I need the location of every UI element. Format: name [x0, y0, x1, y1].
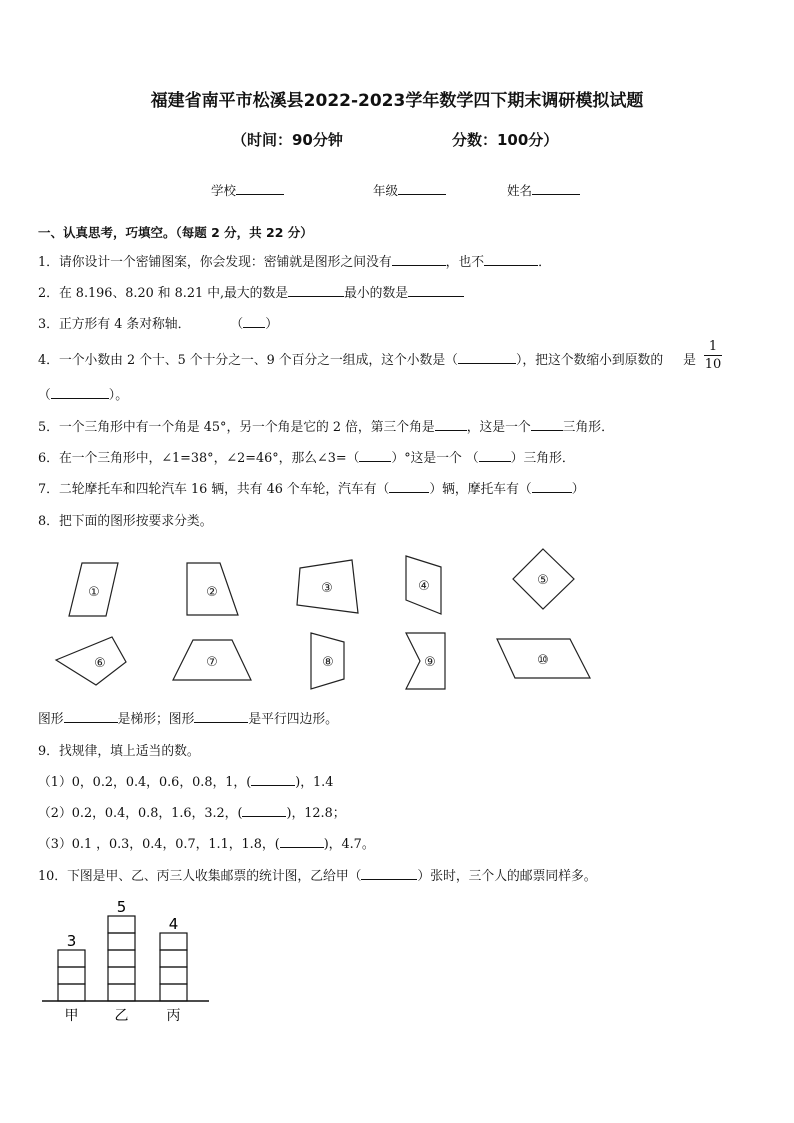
time-label: （时间：90分钟	[232, 131, 343, 149]
question-9-1: （1）0，0.2，0.4，0.6，0.8，1，( )，1.4	[38, 775, 334, 790]
question-4: 4．一个小数由 2 个十、5 个十分之一、9 个百分之一组成，这个小数是（ ），把这个数缩小到原数的 是	[38, 353, 696, 368]
question-6: 6．在一个三角形中，∠1=38°，∠2=46°，那么∠3=（ ）°这是一个 （ ）三角形．	[38, 451, 575, 466]
bar-value-label: 4	[168, 915, 179, 933]
answer-blank[interactable]	[194, 710, 248, 723]
shape-6-kite	[56, 637, 126, 685]
bar-unit-乙	[108, 984, 135, 1001]
shape-label: ⑥	[94, 656, 106, 671]
bar-unit-甲	[58, 984, 85, 1001]
question-1: 1．请你设计一个密铺图案，你会发现：密铺就是图形之间没有 ，也不 ．	[38, 255, 551, 270]
stamp-bar-chart	[42, 898, 209, 1024]
shape-label: ②	[206, 585, 218, 600]
shape-label: ⑤	[537, 573, 549, 588]
bar-unit-丙	[160, 984, 187, 1001]
shape-label: ⑧	[322, 655, 334, 670]
shape-label: ①	[88, 585, 100, 600]
bar-unit-丙	[160, 933, 187, 950]
section-heading: 一、认真思考，巧填空。（每题 2 分，共 22 分）	[38, 225, 313, 240]
shape-label: ④	[418, 579, 430, 594]
category-label: 乙	[114, 1008, 129, 1024]
grade-label: 年级	[373, 183, 399, 198]
name-label: 姓名	[507, 183, 533, 198]
shape-label: ⑨	[424, 655, 436, 670]
bar-value-label: 3	[66, 932, 77, 950]
fraction-numerator: 1	[708, 339, 718, 354]
answer-blank[interactable]	[251, 773, 295, 786]
bar-unit-丙	[160, 950, 187, 967]
answer-blank[interactable]	[64, 710, 118, 723]
bar-unit-甲	[58, 967, 85, 984]
question-9-3: （3）0.1 ，0.3，0.4，0.7，1.1，1.8，( )，4.7。	[38, 837, 375, 852]
question-9: 9．找规律，填上适当的数。	[38, 744, 200, 759]
shape-label: ⑦	[206, 655, 218, 670]
bar-unit-丙	[160, 967, 187, 984]
bar-unit-乙	[108, 967, 135, 984]
question-4-cont: （ ）。	[38, 388, 128, 403]
bar-value-label: 5	[116, 898, 127, 916]
question-8-answer: 图形 是梯形；图形 是平行四边形。	[38, 712, 338, 727]
bar-unit-甲	[58, 950, 85, 967]
question-3: 3．正方形有 4 条对称轴． （ ）	[38, 317, 278, 332]
answer-blank[interactable]	[242, 804, 286, 817]
category-label: 甲	[64, 1008, 79, 1024]
answer-blank[interactable]	[361, 867, 417, 880]
question-5: 5．一个三角形中有一个角是 45°，另一个角是它的 2 倍，第三个角是 ，这是一个 三角形．	[38, 420, 614, 435]
page-title: 福建省南平市松溪县2022-2023学年数学四下期末调研模拟试题	[150, 91, 644, 111]
answer-blank[interactable]	[280, 835, 324, 848]
fraction-denominator: 10	[704, 357, 722, 372]
bar-unit-乙	[108, 916, 135, 933]
bar-unit-乙	[108, 933, 135, 950]
question-7: 7．二轮摩托车和四轮汽车 16 辆，共有 46 个车轮，汽车有（ ）辆，摩托车有（ ）	[38, 482, 585, 497]
question-2: 2．在 8.196、8.20 和 8.21 中,最大的数是 最小的数是	[38, 282, 464, 301]
bar-unit-乙	[108, 950, 135, 967]
score-label: 分数：100分）	[452, 131, 559, 149]
shape-label: ③	[321, 581, 333, 596]
category-label: 丙	[166, 1008, 181, 1024]
school-label: 学校	[211, 183, 237, 198]
question-10: 10．下图是甲、乙、丙三人收集邮票的统计图，乙给甲（ ）张时，三个人的邮票同样多。	[38, 869, 597, 884]
question-8: 8．把下面的图形按要求分类。	[38, 514, 213, 529]
question-9-2: （2）0.2，0.4，0.8，1.6，3.2，( )，12.8；	[38, 806, 346, 821]
shape-label: ⑩	[537, 653, 549, 668]
